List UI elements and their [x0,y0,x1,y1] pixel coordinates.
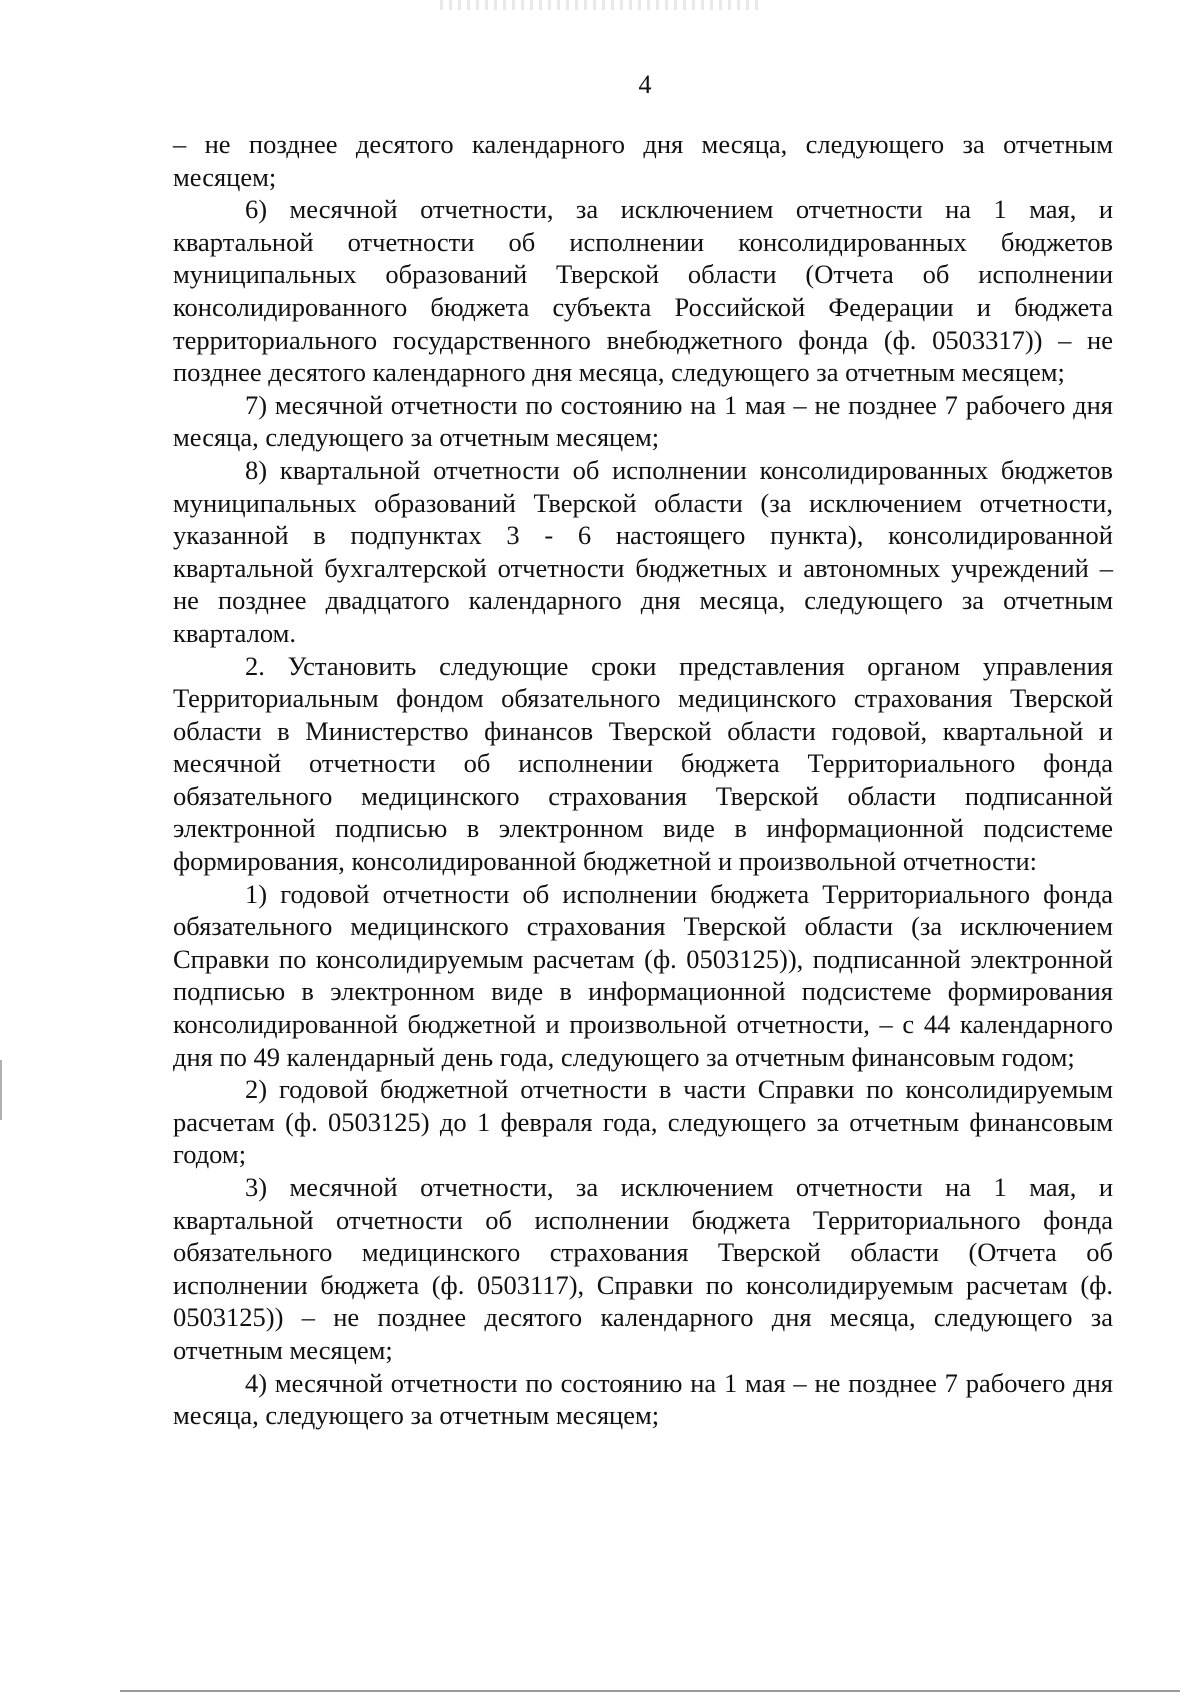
paragraph-item-6: 6) месячной отчетности, за исключением отчетности на 1 мая, и квартальной отчетности об исполнении консолидированных бюджетов муниципальных образований Тверской области (Отчета об исполнении консолидированного бюджета субъекта Российской Федерации и бюджета территориального государственного внебюджетного фонда (ф. 0503317)) – не позднее десятого календарного дня месяца, следующего за отчетным месяцем; [173,194,1113,388]
paragraph-continuation: – не позднее десятого календарного дня месяца, следующего за отчетным месяцем; [173,129,1113,192]
paragraph-item-8: 8) квартальной отчетности об исполнении консолидированных бюджетов муниципальных образований Тверской области (за исключением отчетности, указанной в подпунктах 3 - 6 настоящего пункта), консолидированной квартальной бухгалтерской отчетности бюджетных и автономных учреждений – не позднее двадцатого календарного дня месяца, следующего за отчетным кварталом. [173,454,1113,648]
paragraph-section-2-item-4: 4) месячной отчетности по состоянию на 1 мая – не позднее 7 рабочего дня месяца, следующего за отчетным месяцем; [173,1367,1113,1431]
document-body [173,128,1113,1432]
paragraph-section-2: 2. Установить следующие сроки представления органом управления Территориальным фондом обязательного медицинского страхования Тверской области в Министерство финансов Тверской области годовой, квартальной и месячной отчетности об исполнении бюджета Территориального фонда обязательного медицинского страхования Тверской области подписанной электронной подписью в электронном виде в информационной подсистеме формирования, консолидированной бюджетной и произвольной отчетности: [173,650,1113,877]
paragraph-item-7: 7) месячной отчетности по состоянию на 1 мая – не позднее 7 рабочего дня месяца, следующего за отчетным месяцем; [173,389,1113,453]
paragraph-section-2-item-3: 3) месячной отчетности, за исключением отчетности на 1 мая, и квартальной отчетности об исполнении бюджета Территориального фонда обязательного медицинского страхования Тверской области (Отчета об исполнении бюджета (ф. 0503117), Справки по консолидируемым расчетам (ф. 0503125)) – не позднее десятого календарного дня месяца, следующего за отчетным месяцем; [173,1172,1113,1365]
scan-edge [120,1690,1180,1692]
scan-artifact [440,0,760,10]
paragraph-section-2-item-1: 1) годовой отчетности об исполнении бюджета Территориального фонда обязательного медицинского страхования Тверской области (за исключением Справки по консолидируемым расчетам (ф. 0503125)), подписанной электронной подписью в электронном виде в информационной подсистеме формирования консолидированной бюджетной и произвольной отчетности, – с 44 календарного дня по 49 календарный день года, следующего за отчетным финансовым годом; [173,878,1113,1072]
paragraph-section-2-item-2: 2) годовой бюджетной отчетности в части Справки по консолидируемым расчетам (ф. 0503125) до 1 февраля года, следующего за отчетным финансовым годом; [173,1074,1113,1170]
scan-edge [0,1060,2,1120]
page-number: 4 [638,70,652,99]
